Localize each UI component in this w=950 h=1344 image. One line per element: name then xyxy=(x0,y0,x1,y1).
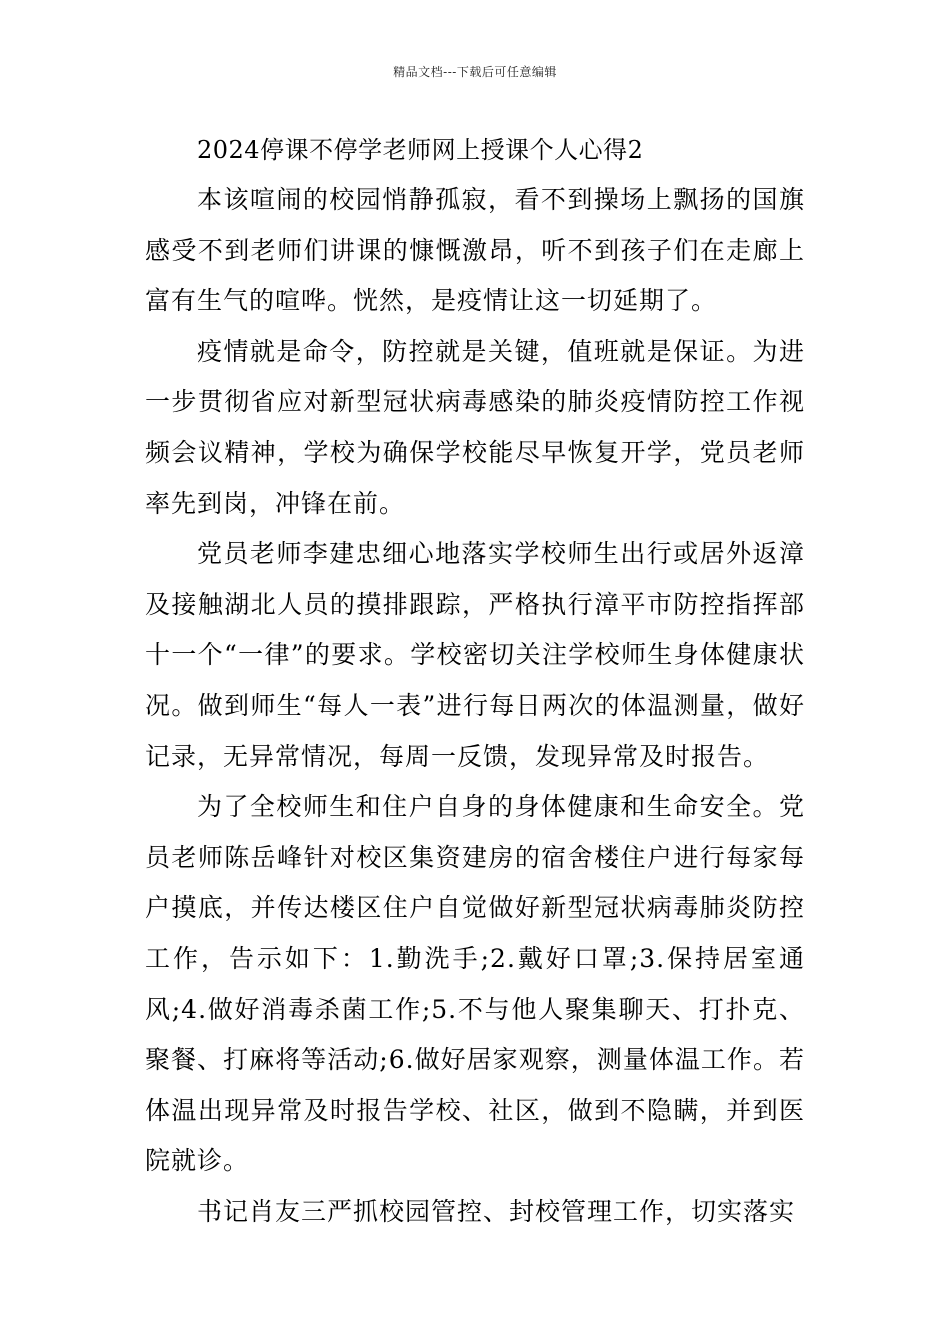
paragraph: 党员老师李建忠细心地落实学校师生出行或居外返漳及接触湖北人员的摸排跟踪，严格执行漳平市防控指挥部十一个“一律”的要求。学校密切关注学校师生身体健康状况。做到师生“每人一表”进行每日两次的体温测量，做好记录，无异常情况，每周一反馈，发现异常及时报告。 xyxy=(145,539,805,771)
paragraph: 本该喧闹的校园悄静孤寂，看不到操场上飘扬的国旗感受不到老师们讲课的慷慨激昂，听不到孩子们在走廊上富有生气的喧哗。恍然，是疫情让这一切延期了。 xyxy=(145,185,805,316)
page-header: 精品文档---下载后可任意编辑 xyxy=(393,65,557,79)
document-body xyxy=(145,175,805,1237)
paragraph: 书记肖友三严抓校园管控、封校管理工作，切实落实 xyxy=(197,1196,796,1226)
paragraph: 疫情就是命令，防控就是关键，值班就是保证。为进一步贯彻省应对新型冠状病毒感染的肺炎疫情防控工作视频会议精神，学校为确保学校能尽早恢复开学，党员老师率先到岗，冲锋在前。 xyxy=(145,336,805,518)
paragraph: 为了全校师生和住户自身的身体健康和生命安全。党员老师陈岳峰针对校区集资建房的宿舍楼住户进行每家每户摸底，并传达楼区住户自觉做好新型冠状病毒肺炎防控工作，告示如下：1.勤洗手;2.戴好口罩;3.保持居室通风;4.做好消毒杀菌工作;5.不与他人聚集聊天、打扑克、聚餐、打麻将等活动;6.做好居家观察，测量体温工作。若体温出现异常及时报告学校、社区，做到不隐瞒，并到医院就诊。 xyxy=(145,792,805,1176)
document-title: 2024停课不停学老师网上授课个人心得2 xyxy=(197,136,644,164)
